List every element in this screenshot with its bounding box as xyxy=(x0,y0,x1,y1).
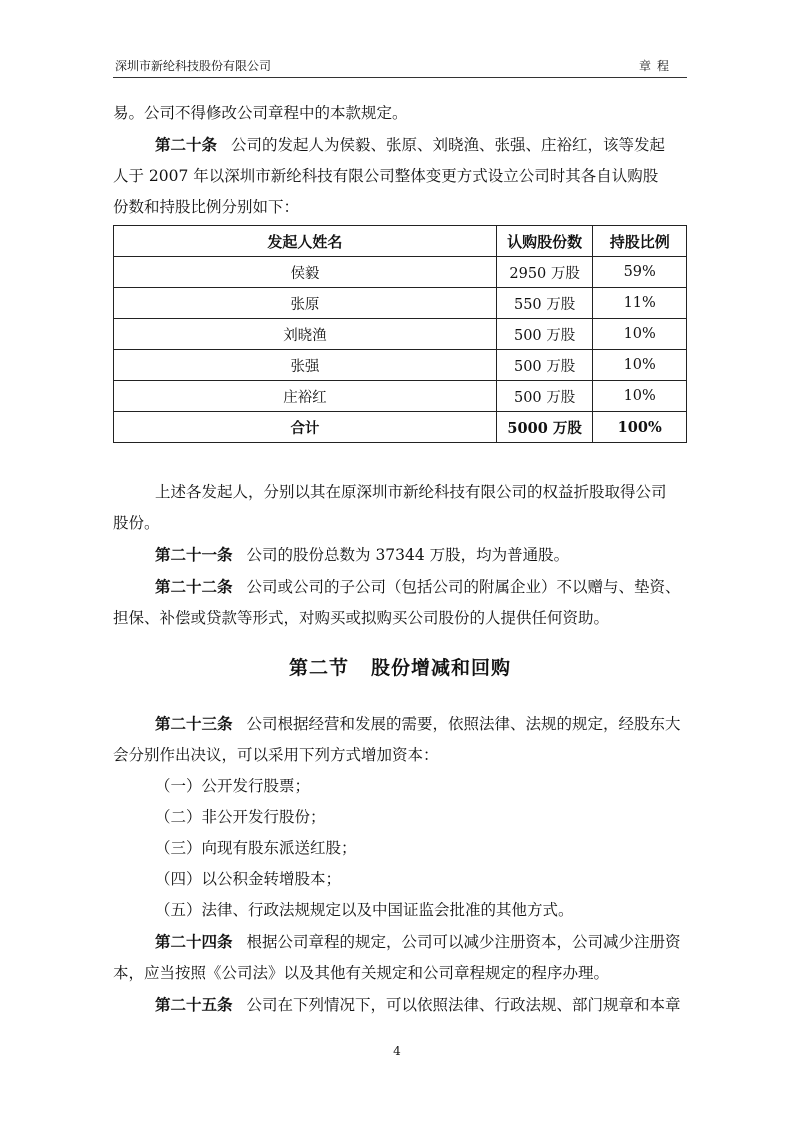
list-item: （二）非公开发行股份； xyxy=(155,808,326,826)
article-23-line2: 会分别作出决议，可以采用下列方式增加资本： xyxy=(113,746,439,764)
article-23-line1: 公司根据经营和发展的需要，依照法律、法规的规定，经股东大 xyxy=(246,715,681,733)
cell-name: 侯毅 xyxy=(114,257,497,288)
total-ratio: 100% xyxy=(593,412,687,443)
article-23-title: 第二十三条 xyxy=(155,714,233,733)
article-24-line1: 根据公司章程的规定，公司可以减少注册资本，公司减少注册资 xyxy=(246,933,681,951)
header-company: 深圳市新纶科技股份有限公司 xyxy=(115,59,272,73)
cell-shares: 2950 万股 xyxy=(496,257,593,288)
table-total-row xyxy=(114,412,687,443)
article-20-line3: 份数和持股比例分别如下： xyxy=(113,198,300,216)
article-24-title: 第二十四条 xyxy=(155,932,233,951)
cell-name: 刘晓渔 xyxy=(114,319,497,350)
cell-ratio: 11% xyxy=(593,288,687,319)
article-20-line2: 人于 2007 年以深圳市新纶科技有限公司整体变更方式设立公司时其各自认购股 xyxy=(113,167,659,185)
article-23 xyxy=(113,708,687,740)
article-22-line1: 公司或公司的子公司（包括公司的附属企业）不以赠与、垫资、 xyxy=(246,578,681,596)
section-name: 股份增减和回购 xyxy=(371,657,512,679)
after-table-line2: 股份。 xyxy=(113,514,160,532)
article-21-text: 公司的股份总数为 37344 万股，均为普通股。 xyxy=(246,546,570,564)
article-22-title: 第二十二条 xyxy=(155,577,233,596)
cell-shares: 500 万股 xyxy=(496,319,593,350)
section-number: 第二节 xyxy=(288,657,349,679)
article-22-line2: 担保、补偿或贷款等形式，对购买或拟购买公司股份的人提供任何资助。 xyxy=(113,609,610,627)
total-label: 合计 xyxy=(114,412,497,443)
list-item: （一）公开发行股票； xyxy=(155,777,311,795)
article-25-title: 第二十五条 xyxy=(155,995,233,1014)
cell-name: 庄裕红 xyxy=(114,381,497,412)
article-20-title: 第二十条 xyxy=(155,135,218,154)
cell-ratio: 10% xyxy=(593,350,687,381)
cell-name: 张原 xyxy=(114,288,497,319)
header-name: 发起人姓名 xyxy=(114,226,497,257)
article-25 xyxy=(113,989,687,1021)
promoters-table xyxy=(113,225,687,443)
table-header-row xyxy=(114,226,687,257)
cell-shares: 550 万股 xyxy=(496,288,593,319)
cell-ratio: 59% xyxy=(593,257,687,288)
table-row xyxy=(114,257,687,288)
total-shares: 5000 万股 xyxy=(496,412,593,443)
article-22 xyxy=(113,571,687,603)
continued-paragraph: 易。公司不得修改公司章程中的本款规定。 xyxy=(113,104,408,122)
page-number: 4 xyxy=(393,1044,401,1058)
header-doc-title: 章程 xyxy=(638,59,675,73)
article-24 xyxy=(113,926,687,958)
table-row xyxy=(114,319,687,350)
cell-shares: 500 万股 xyxy=(496,381,593,412)
table-row xyxy=(114,288,687,319)
section-heading xyxy=(113,648,687,688)
cell-ratio: 10% xyxy=(593,319,687,350)
article-20 xyxy=(113,129,687,161)
list-item: （四）以公积金转增股本； xyxy=(155,870,342,888)
list-item: （五）法律、行政法规规定以及中国证监会批准的其他方式。 xyxy=(155,901,574,919)
document-body xyxy=(113,98,687,1021)
page-header xyxy=(113,55,687,78)
cell-name: 张强 xyxy=(114,350,497,381)
header-shares: 认购股份数 xyxy=(496,226,593,257)
article-21-title: 第二十一条 xyxy=(155,545,233,564)
table-row xyxy=(114,350,687,381)
article-21 xyxy=(113,539,687,571)
article-25-line1: 公司在下列情况下，可以依照法律、行政法规、部门规章和本章 xyxy=(246,996,681,1014)
table-row xyxy=(114,381,687,412)
article-24-line2: 本，应当按照《公司法》以及其他有关规定和公司章程规定的程序办理。 xyxy=(113,964,610,982)
article-20-line1: 公司的发起人为侯毅、张原、刘晓渔、张强、庄裕红，该等发起 xyxy=(231,136,666,154)
cell-shares: 500 万股 xyxy=(496,350,593,381)
list-item: （三）向现有股东派送红股； xyxy=(155,839,357,857)
header-ratio: 持股比例 xyxy=(593,226,687,257)
after-table-line1: 上述各发起人，分别以其在原深圳市新纶科技有限公司的权益折股取得公司 xyxy=(155,483,667,501)
cell-ratio: 10% xyxy=(593,381,687,412)
